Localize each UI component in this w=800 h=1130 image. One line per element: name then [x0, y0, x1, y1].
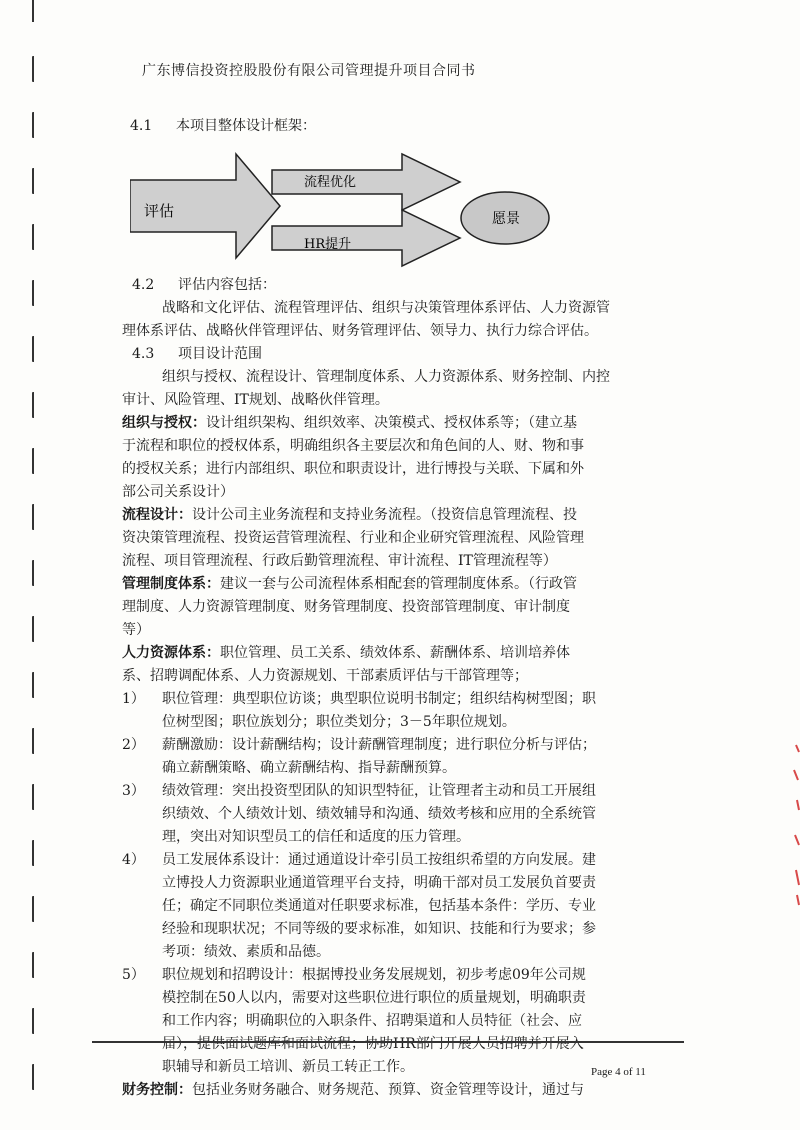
list-item-text: [162, 964, 682, 1079]
list-item-text: [162, 734, 682, 780]
list-item-number: 1）: [122, 691, 145, 707]
footer-divider: [92, 1041, 684, 1043]
scope-line: 组织与授权、流程设计、管理制度体系、人力资源体系、财务控制、内控: [162, 369, 610, 385]
binding-ring: [32, 1008, 40, 1034]
section-4-2-heading: [122, 274, 682, 297]
section-4-3-heading: [122, 343, 682, 366]
list-item-line: 绩效管理：突出投资型团队的知识型特征，让管理者主动和员工开展组: [162, 783, 596, 799]
binding-ring: [32, 0, 40, 22]
list-item-line: 职位管理：典型职位访谈；典型职位说明书制定；组织结构树型图；职: [162, 691, 596, 707]
list-item-text: [162, 688, 682, 734]
mgmt-paragraph: [122, 573, 682, 596]
hr-list-item: [122, 688, 682, 734]
evaluation-content-line: 战略和文化评估、流程管理评估、组织与决策管理体系评估、人力资源管: [162, 300, 610, 316]
process-optimization-label: 流程优化: [304, 175, 357, 190]
hr-line: 职位管理、员工关系、绩效体系、薪酬体系、培训培养体: [220, 645, 570, 661]
process-line: 设计公司主业务流程和支持业务流程。（投资信息管理流程、投: [192, 507, 577, 523]
mgmt-line: 建议一套与公司流程体系相配套的管理制度体系。（行政管: [220, 576, 577, 592]
section-title: 本项目整体设计框架：: [176, 118, 316, 134]
list-item-line: 立博投人力资源职业通道管理平台支持，明确干部对员工发展负首要责: [162, 875, 596, 891]
hr-paragraph: [122, 642, 682, 665]
document-header: 广东博信投资控股股份有限公司管理提升项目合同书: [142, 63, 476, 79]
finance-heading: 财务控制：: [122, 1082, 192, 1098]
hr-line: 系、招聘调配体系、人力资源规划、干部素质评估与干部管理等；: [122, 668, 528, 684]
hr-improvement-label: HR提升: [304, 237, 352, 252]
section-title: 项目设计范围: [178, 346, 262, 362]
binding-ring: [32, 280, 40, 306]
list-item-line: 模控制在50人以内，需要对这些职位进行职位的质量规划，明确职责: [162, 990, 586, 1006]
org-line: 于流程和职位的授权体系，明确组织各主要层次和角色间的人、财、物和事: [122, 438, 584, 454]
hr-improvement-arrow: [272, 210, 460, 266]
list-item-line: 职位规划和招聘设计：根据博投业务发展规划，初步考虑09年公司规: [162, 967, 586, 983]
stamp-mark: [786, 740, 800, 910]
hr-list-item: [122, 780, 682, 849]
binding-ring: [32, 896, 40, 922]
process-paragraph: [122, 504, 682, 527]
list-item-line: 经验和现职状况；不同等级的要求标准，如知识、技能和行为要求；参: [162, 921, 596, 937]
mgmt-line: 等）: [122, 622, 150, 638]
list-item-text: [162, 780, 682, 849]
binding-ring: [32, 504, 40, 530]
process-line: 资决策管理流程、投资运营管理流程、行业和企业研究管理流程、风险管理: [122, 530, 584, 546]
list-item-number: 2）: [122, 737, 145, 753]
binding-ring: [32, 1064, 40, 1090]
hr-list-item: [122, 734, 682, 780]
list-item-line: 和工作内容；明确职位的入职条件、招聘渠道和人员特征（社会、应: [162, 1013, 582, 1029]
binding-ring: [32, 784, 40, 810]
list-item-line: 确立薪酬策略、确立薪酬结构、指导薪酬预算。: [162, 760, 456, 776]
binding-ring: [32, 840, 40, 866]
binding-ring: [32, 672, 40, 698]
process-heading: 流程设计：: [122, 507, 192, 523]
org-line: 的授权关系；进行内部组织、职位和职责设计，进行博投与关联、下属和外: [122, 461, 584, 477]
list-item-line: 位树型图；职位族划分；职位类划分；3－5年职位规划。: [162, 714, 516, 730]
list-item-line: 员工发展体系设计：通过通道设计牵引员工按组织希望的方向发展。建: [162, 852, 596, 868]
binding-ring: [32, 112, 40, 138]
section-number: 4.3: [132, 346, 155, 362]
list-item-number: 5）: [122, 967, 145, 983]
org-paragraph: [122, 412, 682, 435]
binding-ring: [32, 560, 40, 586]
org-line: 设计组织架构、组织效率、决策模式、授权体系等；（建立基: [206, 415, 577, 431]
binding-ring: [32, 168, 40, 194]
section-4-1-heading: [130, 115, 316, 135]
binding-ring: [32, 56, 40, 82]
section-title: 评估内容包括：: [178, 277, 276, 293]
binding-ring: [32, 392, 40, 418]
page-number: Page 4 of 11: [591, 1066, 646, 1078]
finance-paragraph: [122, 1079, 682, 1102]
vision-label: 愿景: [492, 211, 520, 227]
binding-ring: [32, 224, 40, 250]
list-item-line: 织绩效、个人绩效计划、绩效辅导和沟通、绩效考核和应用的全系统管: [162, 806, 596, 822]
document-body: [122, 274, 682, 1102]
binding-ring: [32, 616, 40, 642]
evaluation-content-line: 理体系评估、战略伙伴管理评估、财务管理评估、领导力、执行力综合评估。: [122, 323, 598, 339]
hr-list-item: [122, 849, 682, 964]
binding-ring: [32, 336, 40, 362]
hr-list-item: [122, 964, 682, 1079]
list-item-line: 任；确定不同职位类通道对任职要求标准，包括基本条件：学历、专业: [162, 898, 596, 914]
hr-heading: 人力资源体系：: [122, 645, 220, 661]
org-line: 部公司关系设计）: [122, 484, 234, 500]
mgmt-line: 理制度、人力资源管理制度、财务管理制度、投资部管理制度、审计制度: [122, 599, 570, 615]
framework-diagram: [130, 148, 550, 270]
process-optimization-arrow: [272, 154, 460, 210]
list-item-line: 理，突出对知识型员工的信任和适度的压力管理。: [162, 829, 470, 845]
org-heading: 组织与授权：: [122, 415, 206, 431]
list-item-number: 4）: [122, 852, 145, 868]
section-number: 4.2: [132, 277, 155, 293]
list-item-line: 考项：绩效、素质和品德。: [162, 944, 330, 960]
binding-ring: [32, 952, 40, 978]
list-item-line: 职辅导和新员工培训、新员工转正工作。: [162, 1059, 414, 1075]
binding-ring: [32, 448, 40, 474]
section-number: 4.1: [130, 118, 153, 134]
process-line: 流程、项目管理流程、行政后勤管理流程、审计流程、IT管理流程等）: [122, 553, 557, 569]
binding-rings: [0, 0, 70, 1130]
mgmt-heading: 管理制度体系：: [122, 576, 220, 592]
evaluation-label: 评估: [144, 202, 175, 220]
list-item-line: 届），提供面试题库和面试流程；协助HR部门开展人员招聘并开展入: [162, 1036, 584, 1052]
finance-line: 包括业务财务融合、财务规范、预算、资金管理等设计，通过与: [192, 1082, 584, 1098]
binding-ring: [32, 728, 40, 754]
scope-line: 审计、风险管理、IT规划、战略伙伴管理。: [122, 392, 389, 408]
list-item-text: [162, 849, 682, 964]
list-item-line: 薪酬激励：设计薪酬结构；设计薪酬管理制度；进行职位分析与评估；: [162, 737, 596, 753]
list-item-number: 3）: [122, 783, 145, 799]
